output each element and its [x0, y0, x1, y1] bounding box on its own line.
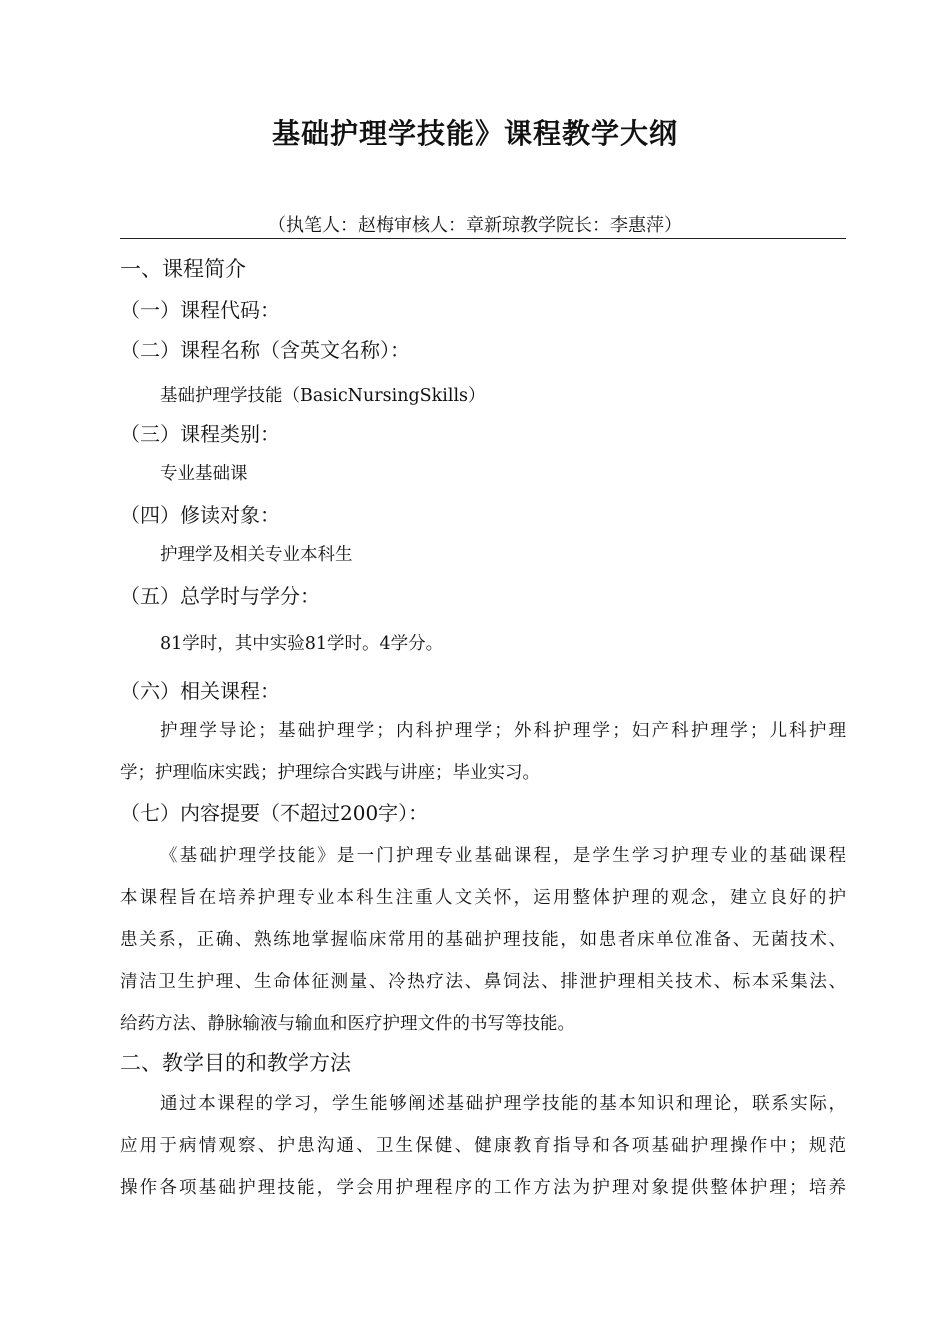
summary-line: 本课程旨在培养护理专业本科生注重人文关怀，运用整体护理的观念，建立良好的护 [120, 888, 846, 908]
target-students-value: 护理学及相关专业本科生 [160, 545, 353, 565]
related-courses-line: 护理学导论；基础护理学；内科护理学；外科护理学；妇产科护理学；儿科护理 [160, 721, 846, 741]
heading-content-summary: （七）内容提要（不超过200字）： [120, 801, 429, 825]
heading-course-name: （二）课程名称（含英文名称）： [120, 338, 410, 362]
teaching-aims-line: 通过本课程的学习，学生能够阐述基础护理学技能的基本知识和理论，联系实际， [160, 1094, 846, 1114]
related-courses-line: 学；护理临床实践；护理综合实践与讲座；毕业实习。 [120, 763, 540, 783]
summary-line: 患关系，正确、熟练地掌握临床常用的基础护理技能，如患者床单位准备、无菌技术、 [120, 930, 846, 950]
hours-credits-value: 81学时，其中实验81学时。4学分。 [160, 634, 444, 654]
heading-course-type: （三）课程类别： [120, 422, 280, 446]
heading-related-courses: （六）相关课程： [120, 679, 280, 703]
summary-line: 给药方法、静脉输液与输血和医疗护理文件的书写等技能。 [120, 1014, 575, 1034]
authors-line: （执笔人：赵梅审核人：章新琼教学院长：李惠萍） [268, 215, 682, 236]
course-name-value: 基础护理学技能（BasicNursingSkills） [160, 386, 486, 406]
heading-target-students: （四）修读对象： [120, 503, 280, 527]
heading-course-code: （一）课程代码： [120, 298, 280, 322]
course-type-value: 专业基础课 [160, 464, 248, 484]
header-divider [120, 238, 846, 239]
summary-line: 《基础护理学技能》是一门护理专业基础课程，是学生学习护理专业的基础课程 [160, 846, 846, 866]
section-heading-course-intro: 一、课程简介 [120, 257, 246, 281]
section-heading-teaching-aims: 二、教学目的和教学方法 [120, 1051, 351, 1075]
document-title: 基础护理学技能》课程教学大纲 [271, 117, 678, 150]
heading-hours-credits: （五）总学时与学分： [120, 584, 320, 608]
summary-line: 清洁卫生护理、生命体征测量、冷热疗法、鼻饲法、排泄护理相关技术、标本采集法、 [120, 972, 846, 992]
teaching-aims-line: 操作各项基础护理技能，学会用护理程序的工作方法为护理对象提供整体护理；培养 [120, 1178, 846, 1198]
teaching-aims-line: 应用于病情观察、护患沟通、卫生保健、健康教育指导和各项基础护理操作中；规范 [120, 1136, 846, 1156]
